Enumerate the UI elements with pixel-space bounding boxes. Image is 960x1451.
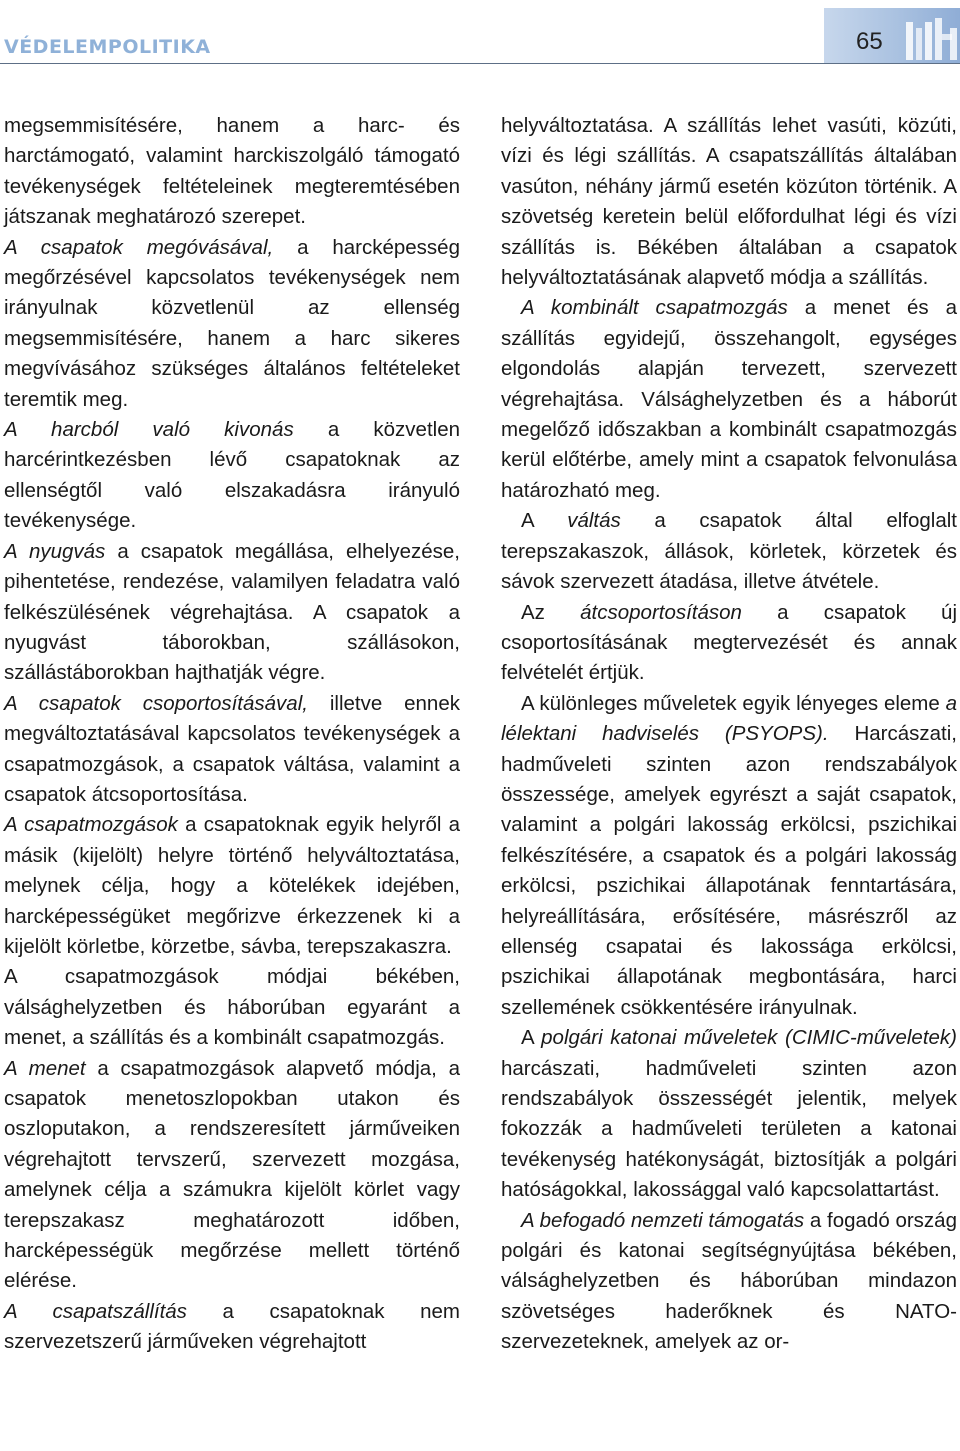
section-title: VÉDELEMPOLITIKA bbox=[4, 36, 211, 58]
paragraph-text: a csapatoknak egyik helyről a másik (kijelölt) helyre történő helyváltoztatása, melynek célja, hogy a kötelékek idejében, harcképességüket megőrizve érkezzenek ki a kijelölt körletbe, körzetbe, sávba, terepszakaszra. bbox=[4, 813, 460, 958]
paragraph-text: a menet és a szállítás egyidejű, összehangolt, egységes elgondolás alapján tervezett, szervezett végrehajtása. Válsághelyzetben és a háborút megelőző időszakban a kombinált csapatmozgás kerül előtérbe, amely mint a csapatok felvonulása határozható meg. bbox=[501, 296, 958, 502]
right-column bbox=[501, 111, 957, 1358]
paragraph bbox=[4, 537, 460, 689]
paragraph bbox=[501, 1023, 957, 1205]
italic-term: A befogadó nemzeti támogatás bbox=[521, 1208, 805, 1232]
paragraph-text: A bbox=[521, 1026, 542, 1050]
paragraph bbox=[501, 689, 957, 1023]
paragraph bbox=[4, 233, 460, 415]
paragraph bbox=[501, 293, 957, 506]
paragraph-text: a csapatok új csoportosításának megtervezését és annak felvételét értjük. bbox=[501, 600, 957, 685]
paragraph-text: helyváltoztatása. A szállítás lehet vasúti, közúti, vízi és légi szállítás. A csapatszállítás általában vasúton, néhány jármű esetén közúton történik. A szövetség keretein belül előfordulhat légi és vízi szállítás is. Békében általában a csapatok helyváltoztatásának alapvető módja a szállítás. bbox=[501, 114, 957, 290]
paragraph bbox=[4, 1054, 460, 1297]
paragraph bbox=[4, 962, 460, 1053]
paragraph-text: a harcképesség megőrzésével kapcsolatos tevékenységek nem irányulnak közvetlenül az ellenség megsemmisítésére, hanem a harc sikeres megvívásához szükséges általános feltételeket teremtik meg. bbox=[4, 235, 460, 411]
paragraph-text: A csapatmozgások módjai békében, válsághelyzetben és háborúban egyaránt a menet, a szállítás és a kombinált csapatmozgás. bbox=[4, 965, 460, 1050]
paragraph-text: A bbox=[521, 509, 568, 533]
paragraph bbox=[501, 111, 957, 293]
italic-term: A csapatszállítás bbox=[4, 1299, 187, 1323]
italic-term: A kombinált csapatmozgás bbox=[521, 296, 788, 320]
paragraph-text: A különleges műveletek egyik lényeges eleme bbox=[521, 691, 946, 715]
paragraph-text: a csapatmozgások alapvető módja, a csapatok menetoszlopokban utakon és oszloputakon, a rendszeresített járműveiken végrehajtott tervszerű, szervezett mozgása, amelynek célja a számukra kijelölt körlet vagy terepszakasz meghatározott időben, harcképességük megőrzése mellett történő elérése. bbox=[4, 1056, 460, 1293]
italic-term: a lélektani hadviselés (PSYOPS). bbox=[501, 691, 957, 746]
paragraph-text: illetve ennek megváltoztatásával kapcsolatos tevékenységek a csapatmozgások, a csapatok váltása, valamint a csapatok átcsoportosítása. bbox=[4, 691, 460, 806]
paragraph bbox=[4, 810, 460, 962]
italic-term: A csapatok megóvásával, bbox=[4, 235, 274, 259]
page-number-box bbox=[824, 8, 960, 63]
paragraph-text: a csapatok megállása, elhelyezése, pihentetése, rendezése, valamilyen feladatra való felkészülésének végrehajtása. A csapatok a nyugvást táborokban, szállásokon, szállástáborokban hajthatják végre. bbox=[4, 539, 460, 685]
italic-term: A nyugvás bbox=[4, 539, 106, 563]
italic-term: váltás bbox=[567, 509, 621, 533]
paragraph bbox=[501, 506, 957, 597]
italic-term: A harcból való kivonás bbox=[4, 418, 294, 442]
paragraph-text: Harcászati, hadműveleti szinten azon rendszabályok összessége, amelyek egyrészt a saját csapatok, valamint a polgári lakosság erkölcsi, pszichikai felkészítésére, a csapatok és a polgári lakosság erkölcsi, pszichikai állapotának fenntartására, helyreállítására, erősítésére, másrészről az ellenség csapatai és lakossága erkölcsi, pszichikai állapotának megbontására, harci szellemének csökkentésére irányulnak. bbox=[501, 722, 957, 1019]
paragraph-text: a csapatok által elfoglalt terepszakaszok, állások, körletek, körzetek és sávok szervezett átadása, illetve átvétele. bbox=[501, 509, 957, 594]
italic-term: A menet bbox=[4, 1056, 86, 1080]
paragraph bbox=[4, 689, 460, 811]
page-header bbox=[0, 0, 960, 70]
paragraph bbox=[501, 598, 957, 689]
italic-term: átcsoportosításon bbox=[580, 600, 742, 624]
italic-term: polgári katonai műveletek (CIMIC-műveletek) bbox=[541, 1026, 957, 1050]
paragraph-text: Az bbox=[521, 600, 581, 624]
paragraph bbox=[4, 415, 460, 537]
paragraph-text: megsemmisítésére, hanem a harc- és harctámogató, valamint harckiszolgáló támogató tevékenységek feltételeinek megteremtésében játszanak meghatározó szerepet. bbox=[4, 114, 460, 229]
page-number: 65 bbox=[856, 28, 883, 55]
italic-term: A csapatok csoportosításával, bbox=[4, 691, 308, 715]
paragraph bbox=[4, 111, 460, 233]
header-rule bbox=[0, 63, 960, 64]
left-column bbox=[4, 111, 460, 1358]
paragraph bbox=[501, 1206, 957, 1358]
paragraph-text: a csapatoknak nem szervezetszerű járműveken végrehajtott bbox=[4, 1299, 460, 1354]
italic-term: A csapatmozgások bbox=[4, 813, 178, 837]
paragraph-text: harcászati, hadműveleti szinten azon rendszabályok összességét jelentik, melyek fokozzák a hadműveleti területen a katonai tevékenység hatékonyságát, biztosítják a polgári hatóságokkal, lakossággal való kapcsolattartást. bbox=[501, 1056, 957, 1202]
mh-logo-icon bbox=[902, 14, 960, 63]
paragraph-text: a közvetlen harcérintkezésben lévő csapatoknak az ellenségtől való elszakadásra irányuló tevékenysége. bbox=[4, 418, 460, 533]
paragraph bbox=[4, 1297, 460, 1358]
paragraph-text: a fogadó ország polgári és katonai segítségnyújtása békében, válsághelyzetben és háborúban mindazon szövetséges haderőknek és NATO-szervezeteknek, amelyek az or- bbox=[501, 1208, 957, 1354]
